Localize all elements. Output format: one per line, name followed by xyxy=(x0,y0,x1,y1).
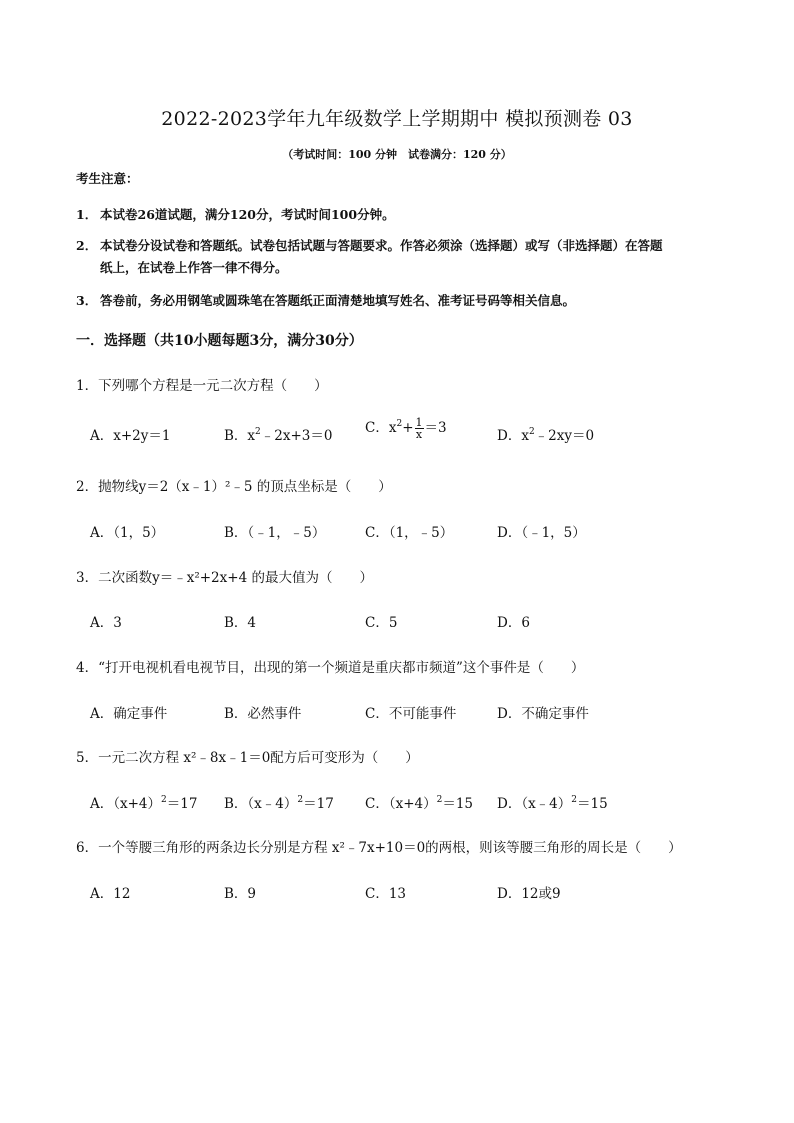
note-number: 1． xyxy=(76,207,98,222)
option-d: D．6 xyxy=(497,615,530,631)
exam-subtitle: （考试时间：100 分钟 试卷满分：120 分） xyxy=(282,148,512,161)
question-1-options xyxy=(90,416,730,448)
option-a: A．确定事件 xyxy=(90,706,168,722)
question-5-stem: 5．一元二次方程 x²﹣8x﹣1＝0配方后可变形为（ ） xyxy=(76,750,419,766)
question-1-stem: 1．下列哪个方程是一元二次方程（ ） xyxy=(76,378,328,394)
question-6-stem: 6．一个等腰三角形的两条边长分别是方程 x²﹣7x+10＝0的两根，则该等腰三角形的周长是（ ） xyxy=(76,840,682,856)
option-b: B．$x^2﹣2x+3=0$ xyxy=(224,427,333,444)
note-text-continued: 纸上，在试卷上作答一律不得分。 xyxy=(100,260,288,275)
question-5-options xyxy=(90,792,730,816)
option-a: A．12 xyxy=(90,886,131,902)
notes-heading: 考生注意： xyxy=(76,171,139,186)
option-a: A．$(x+4)^2=17$ xyxy=(90,795,198,812)
option-d: D．不确定事件 xyxy=(497,706,589,722)
option-c: C．13 xyxy=(365,886,407,902)
question-2-options xyxy=(90,521,730,545)
option-c: C．$x^2+$ $\frac{1}{x}$ ＝3 xyxy=(365,416,447,441)
note-item-3 xyxy=(76,290,736,312)
option-a: A．x+2y＝1 xyxy=(90,428,171,444)
option-d: D．（﹣1，5） xyxy=(497,525,586,541)
option-b: B．（﹣1，﹣5） xyxy=(224,525,326,541)
section-heading-choice: 一．选择题（共10小题每题3分，满分30分） xyxy=(76,333,363,349)
exam-title: 2022-2023学年九年级数学上学期期中 模拟预测卷 03 xyxy=(161,108,633,130)
option-d: D．（x﹣4）$^2$＝15 xyxy=(497,795,608,812)
option-b: B．9 xyxy=(224,886,257,902)
option-a: A．（1，5） xyxy=(90,525,165,541)
question-4-options xyxy=(90,702,730,726)
note-text: 本试卷分设试卷和答题纸。试卷包括试题与答题要求。作答必须涂（选择题）或写（非选择题）在答题 xyxy=(100,238,663,253)
note-item-2 xyxy=(76,235,736,279)
note-item-1 xyxy=(76,204,736,226)
question-3-stem: 3．二次函数y＝﹣x²+2x+4 的最大值为（ ） xyxy=(76,570,373,586)
option-d: D．12或9 xyxy=(497,886,561,902)
fraction: $\frac{1}{x}$ xyxy=(415,416,423,441)
note-text: 答卷前，务必用钢笔或圆珠笔在答题纸正面清楚地填写姓名、准考证号码等相关信息。 xyxy=(100,293,576,308)
option-b: B．4 xyxy=(224,615,257,631)
note-text: 本试卷26道试题，满分120分，考试时间100分钟。 xyxy=(100,207,395,222)
option-b: B．必然事件 xyxy=(224,706,302,722)
option-a: A．3 xyxy=(90,615,122,631)
question-2-stem: 2．抛物线y＝2（x﹣1）²﹣5 的顶点坐标是（ ） xyxy=(76,479,392,495)
question-3-options xyxy=(90,611,730,635)
question-4-stem: 4．“打开电视机看电视节目，出现的第一个频道是重庆都市频道”这个事件是（ ） xyxy=(76,660,585,676)
option-c: C．（1，﹣5） xyxy=(365,525,454,541)
note-number: 2． xyxy=(76,238,98,253)
option-c: C．5 xyxy=(365,615,398,631)
option-d: D．$x^2﹣2xy=0$ xyxy=(497,427,595,444)
question-6-options xyxy=(90,882,730,906)
note-number: 3． xyxy=(76,293,98,308)
option-b: B．（x﹣4）$^2$＝17 xyxy=(224,795,334,812)
option-c: C．$(x+4)^2=15$ xyxy=(365,795,474,812)
option-c: C．不可能事件 xyxy=(365,706,457,722)
